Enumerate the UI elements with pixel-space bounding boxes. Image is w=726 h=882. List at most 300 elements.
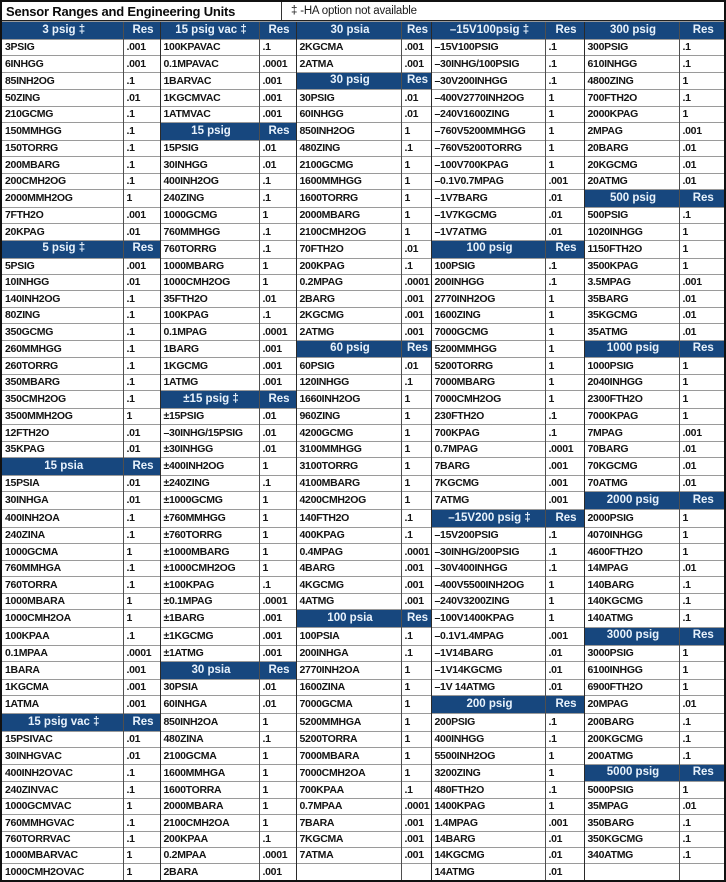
res-cell: .01 (123, 492, 160, 510)
res-cell: .1 (679, 713, 724, 731)
title-bar (2, 2, 724, 21)
res-cell: .0001 (259, 56, 296, 72)
range-cell: 6INHGG (2, 56, 123, 72)
res-cell: .001 (401, 847, 431, 863)
res-cell: .001 (123, 207, 160, 223)
res-cell: 1 (123, 408, 160, 424)
res-cell: .1 (123, 340, 160, 358)
range-cell: 0.2MPAA (160, 847, 259, 863)
res-cell: 1 (679, 661, 724, 679)
res-cell: .0001 (259, 593, 296, 609)
range-cell: 5500INH2OG (431, 748, 545, 764)
range-cell: 240ZINVAC (2, 782, 123, 798)
range-cell: 700FTH2O (584, 90, 679, 106)
range-cell: 2100GCMA (160, 748, 259, 764)
range-cell: 7000GCMA (296, 696, 401, 714)
res-cell: .0001 (259, 847, 296, 863)
res-cell: 1 (401, 123, 431, 141)
range-cell: 850INH2OA (160, 713, 259, 731)
res-cell: .01 (401, 358, 431, 374)
range-cell: 2ATMG (296, 324, 401, 340)
range-cell: 7KGCMA (296, 831, 401, 847)
range-cell: 3PSIG (2, 39, 123, 55)
res-cell: 1 (401, 408, 431, 424)
table-row (2, 782, 724, 798)
range-cell: 0.1MPAG (160, 324, 259, 340)
table-row (2, 475, 724, 491)
section-header: 1000 psig (584, 340, 679, 358)
res-header: Res (123, 713, 160, 731)
res-cell: .1 (123, 627, 160, 645)
res-cell: .01 (679, 475, 724, 491)
table-row (2, 22, 724, 40)
res-header: Res (401, 340, 431, 358)
range-cell: 2000PSIG (584, 510, 679, 528)
range-cell: –30INHG/200PSIG (431, 544, 545, 560)
table-row (2, 391, 724, 409)
range-cell: 150MMHGG (2, 123, 123, 141)
section-header: 30 psia (160, 661, 259, 679)
res-cell: .1 (259, 577, 296, 593)
res-cell: .01 (679, 458, 724, 476)
range-cell: 0.7MPAA (296, 798, 401, 814)
res-cell: 1 (401, 492, 431, 510)
table-row (2, 560, 724, 576)
section-header: 15 psig vac ‡ (2, 713, 123, 731)
range-cell: 260TORRG (2, 358, 123, 374)
res-cell: .0001 (259, 324, 296, 340)
range-cell: 15PSIA (2, 475, 123, 491)
range-cell: 2MPAG (584, 123, 679, 141)
res-cell: 1 (259, 544, 296, 560)
res-cell: .1 (259, 307, 296, 323)
res-cell: .01 (123, 441, 160, 457)
res-header: Res (123, 458, 160, 476)
res-cell: .1 (123, 782, 160, 798)
res-cell: .001 (259, 106, 296, 122)
res-cell: .1 (123, 577, 160, 593)
res-cell: .1 (679, 748, 724, 764)
range-cell: ±760TORRG (160, 527, 259, 543)
res-cell: .001 (545, 458, 584, 476)
range-cell: 6100INHGG (584, 661, 679, 679)
res-cell: .1 (123, 157, 160, 173)
range-cell: 4800ZING (584, 72, 679, 90)
table-row (2, 190, 724, 208)
res-cell: 1 (259, 258, 296, 274)
range-cell: ±1000MBARG (160, 544, 259, 560)
range-cell: 140FTH2O (296, 510, 401, 528)
range-cell: 2000KPAG (584, 106, 679, 122)
range-cell: 35FTH2O (160, 291, 259, 307)
range-cell: 85INH2OG (2, 72, 123, 90)
res-cell: .01 (545, 190, 584, 208)
range-cell: 20BARG (584, 141, 679, 157)
res-header: Res (259, 22, 296, 40)
range-cell: –1V7BARG (431, 190, 545, 208)
res-cell: .001 (545, 815, 584, 831)
res-cell: 1 (401, 475, 431, 491)
range-cell: 5PSIG (2, 258, 123, 274)
res-cell: .1 (123, 173, 160, 189)
range-cell: 20MPAG (584, 696, 679, 714)
section-header: 100 psia (296, 609, 401, 627)
range-cell: 700KPAG (431, 425, 545, 441)
res-cell: .01 (679, 173, 724, 189)
res-cell: .001 (259, 90, 296, 106)
res-cell: .001 (679, 123, 724, 141)
res-cell: .1 (401, 527, 431, 543)
range-cell: 1ATMVAC (160, 106, 259, 122)
res-cell: .001 (259, 358, 296, 374)
range-cell: 20KGCMG (584, 157, 679, 173)
res-cell: 1 (401, 157, 431, 173)
res-cell: 1 (123, 609, 160, 627)
section-header: 3000 psig (584, 627, 679, 645)
res-cell: .1 (259, 224, 296, 240)
res-cell: .1 (545, 408, 584, 424)
range-cell: 4200CMH2OG (296, 492, 401, 510)
range-cell: 4070INHGG (584, 527, 679, 543)
range-cell: 200KGCMG (584, 731, 679, 747)
res-cell: .001 (545, 173, 584, 189)
range-cell: 350KGCMG (584, 831, 679, 847)
res-cell: 1 (401, 679, 431, 695)
range-cell: 1000PSIG (584, 358, 679, 374)
range-cell: 80ZING (2, 307, 123, 323)
res-cell: .001 (401, 560, 431, 576)
range-cell: 35MPAG (584, 798, 679, 814)
range-cell: 2BARG (296, 291, 401, 307)
range-cell: 4BARG (296, 560, 401, 576)
res-cell: 1 (679, 527, 724, 543)
range-cell: 1000CMH2OVAC (2, 864, 123, 880)
range-cell: 200CMH2OG (2, 173, 123, 189)
table-row (2, 661, 724, 679)
res-cell: 1 (123, 864, 160, 880)
range-cell: –30INHG/15PSIG (160, 425, 259, 441)
res-cell: .001 (401, 831, 431, 847)
range-cell: 2KGCMA (296, 39, 401, 55)
res-cell: 1 (545, 123, 584, 141)
range-cell: 1000GCMVAC (2, 798, 123, 814)
range-cell: 1.4MPAG (431, 815, 545, 831)
res-cell: .1 (545, 560, 584, 576)
table-row (2, 798, 724, 814)
section-header: 30 psig (296, 72, 401, 90)
res-cell: .01 (545, 864, 584, 880)
table-row (2, 593, 724, 609)
range-cell: 760TORRVAC (2, 831, 123, 847)
range-cell: 400KPAG (296, 527, 401, 543)
section-header: 100 psig (431, 240, 545, 258)
res-header: Res (401, 609, 431, 627)
res-cell: .1 (679, 609, 724, 627)
range-cell: 60INHGA (160, 696, 259, 714)
res-cell: .001 (123, 679, 160, 695)
res-header: Res (679, 190, 724, 208)
res-cell: .1 (259, 173, 296, 189)
res-cell: .1 (123, 141, 160, 157)
range-cell: –30V200INHGG (431, 72, 545, 90)
range-cell: ±1ATMG (160, 645, 259, 661)
res-cell: .1 (545, 527, 584, 543)
range-cell: 14BARG (431, 831, 545, 847)
range-cell: 1KGCMVAC (160, 90, 259, 106)
table-row (2, 764, 724, 782)
range-cell: 2300FTH2O (584, 391, 679, 409)
dagger-footnote: ‡ -HA option not available (281, 2, 724, 20)
res-cell: .001 (401, 307, 431, 323)
res-cell: .1 (545, 782, 584, 798)
table-row (2, 39, 724, 55)
res-header: Res (679, 764, 724, 782)
res-header: Res (679, 340, 724, 358)
range-cell: 200BARG (584, 713, 679, 731)
res-cell: .01 (545, 831, 584, 847)
range-cell: 4200GCMG (296, 425, 401, 441)
range-cell: ±1000CMH2OG (160, 560, 259, 576)
res-cell: .01 (259, 425, 296, 441)
res-cell: .1 (545, 258, 584, 274)
range-cell: 70ATMG (584, 475, 679, 491)
table-row (2, 72, 724, 90)
range-cell: 1000MBARVAC (2, 847, 123, 863)
res-cell: 1 (545, 157, 584, 173)
range-cell: 480ZINA (160, 731, 259, 747)
range-cell: 100KPAA (2, 627, 123, 645)
res-cell: .01 (545, 224, 584, 240)
section-header: 3 psig ‡ (2, 22, 123, 40)
res-header: Res (123, 22, 160, 40)
range-cell: 480FTH2O (431, 782, 545, 798)
range-cell: 30PSIA (160, 679, 259, 695)
section-header: 300 psig (584, 22, 679, 40)
range-cell: 7000CMH2OA (296, 764, 401, 782)
res-cell: .1 (401, 645, 431, 661)
res-cell: .01 (401, 106, 431, 122)
range-cell: ±1KGCMG (160, 627, 259, 645)
range-cell: 350GCMG (2, 324, 123, 340)
page-title: Sensor Ranges and Engineering Units (6, 3, 236, 19)
res-cell: 1 (401, 224, 431, 240)
res-cell: .0001 (401, 544, 431, 560)
res-cell: 1 (401, 731, 431, 747)
res-cell: .01 (259, 441, 296, 457)
table-row (2, 731, 724, 747)
res-cell: 1 (259, 798, 296, 814)
range-cell: 200KPAA (160, 831, 259, 847)
range-cell: –0.1V0.7MPAG (431, 173, 545, 189)
range-cell: 14KGCMG (431, 847, 545, 863)
section-header: –15V200 psig ‡ (431, 510, 545, 528)
range-cell: 14MPAG (584, 560, 679, 576)
table-row (2, 577, 724, 593)
res-cell: 1 (401, 190, 431, 208)
range-cell: –1V7KGCMG (431, 207, 545, 223)
range-cell: 120INHGG (296, 374, 401, 390)
res-cell: 1 (679, 782, 724, 798)
res-cell: .01 (679, 560, 724, 576)
range-cell: 3100TORRG (296, 458, 401, 476)
table-row (2, 56, 724, 72)
res-cell: .1 (545, 56, 584, 72)
range-cell: 340ATMG (584, 847, 679, 863)
res-cell: .1 (123, 815, 160, 831)
res-header: Res (123, 240, 160, 258)
res-cell: .001 (679, 425, 724, 441)
res-cell: .01 (545, 645, 584, 661)
res-cell: .01 (679, 324, 724, 340)
res-cell: .01 (401, 240, 431, 258)
range-cell: –30INHG/100PSIG (431, 56, 545, 72)
range-cell: 6900FTH2O (584, 679, 679, 695)
range-cell: 1150FTH2O (584, 240, 679, 258)
table-row (2, 627, 724, 645)
res-cell: .01 (679, 441, 724, 457)
table-row (2, 207, 724, 223)
range-cell: –30V400INHGG (431, 560, 545, 576)
res-cell: 1 (259, 782, 296, 798)
range-cell: 760TORRA (2, 577, 123, 593)
res-cell: .1 (123, 106, 160, 122)
res-cell: .1 (123, 831, 160, 847)
res-cell: .1 (123, 307, 160, 323)
res-cell: .01 (123, 731, 160, 747)
res-cell: .1 (679, 207, 724, 223)
res-cell: .001 (123, 258, 160, 274)
empty-cell (296, 864, 401, 880)
res-cell: .001 (259, 645, 296, 661)
res-cell: .001 (401, 39, 431, 55)
res-cell: 1 (259, 492, 296, 510)
res-cell: 1 (401, 207, 431, 223)
res-cell: 1 (545, 324, 584, 340)
res-header: Res (679, 22, 724, 40)
res-cell: .1 (679, 815, 724, 831)
range-cell: 60INHGG (296, 106, 401, 122)
range-cell: 70FTH2O (296, 240, 401, 258)
res-header: Res (545, 240, 584, 258)
res-cell: 1 (401, 441, 431, 457)
res-cell: .01 (123, 224, 160, 240)
res-cell: .01 (545, 207, 584, 223)
res-header: Res (259, 661, 296, 679)
res-cell: 1 (259, 274, 296, 290)
res-cell: .001 (401, 593, 431, 609)
res-cell: .1 (401, 374, 431, 390)
range-cell: 5200TORRG (431, 358, 545, 374)
res-cell: 1 (679, 391, 724, 409)
res-cell: .01 (545, 661, 584, 679)
range-cell: 1KGCMA (2, 679, 123, 695)
res-cell: .1 (545, 425, 584, 441)
res-cell: .001 (401, 324, 431, 340)
res-cell: 1 (545, 307, 584, 323)
range-cell: 760MMHGA (2, 560, 123, 576)
range-cell: 140INH2OG (2, 291, 123, 307)
range-cell: 20ATMG (584, 173, 679, 189)
res-cell: .001 (401, 291, 431, 307)
res-cell: .0001 (401, 274, 431, 290)
range-cell: 70BARG (584, 441, 679, 457)
table-row (2, 425, 724, 441)
res-cell: .001 (401, 56, 431, 72)
res-cell: 1 (545, 609, 584, 627)
range-cell: 35KPAG (2, 441, 123, 457)
range-cell: ±400INH2OG (160, 458, 259, 476)
range-cell: 3500KPAG (584, 258, 679, 274)
range-cell: 960ZING (296, 408, 401, 424)
range-cell: –1V14BARG (431, 645, 545, 661)
res-cell: 1 (545, 106, 584, 122)
res-cell: 1 (401, 696, 431, 714)
res-cell: 1 (545, 798, 584, 814)
table-row (2, 90, 724, 106)
res-cell: .1 (401, 258, 431, 274)
range-cell: 7BARA (296, 815, 401, 831)
sensor-table-body (2, 22, 724, 881)
range-cell: 2ATMA (296, 56, 401, 72)
table-row (2, 123, 724, 141)
section-header: 15 psia (2, 458, 123, 476)
res-cell: 1 (123, 544, 160, 560)
table-row (2, 408, 724, 424)
res-cell: 1 (679, 374, 724, 390)
range-cell: 150TORRG (2, 141, 123, 157)
range-cell: 4100MBARG (296, 475, 401, 491)
range-cell: 2000MBARA (160, 798, 259, 814)
res-cell: 1 (545, 358, 584, 374)
range-cell: –0.1V1.4MPAG (431, 627, 545, 645)
res-cell: 1 (259, 713, 296, 731)
res-cell: 1 (123, 847, 160, 863)
range-cell: 50ZING (2, 90, 123, 106)
res-cell: 1 (259, 560, 296, 576)
range-cell: 1400KPAG (431, 798, 545, 814)
range-cell: 2100CMH2OA (160, 815, 259, 831)
section-header: 30 psia (296, 22, 401, 40)
range-cell: 7BARG (431, 458, 545, 476)
range-cell: –1V 14ATMG (431, 679, 545, 695)
res-cell: .1 (259, 475, 296, 491)
range-cell: 0.1MPAA (2, 645, 123, 661)
range-cell: 1660INH2OG (296, 391, 401, 409)
range-cell: 350CMH2OG (2, 391, 123, 409)
range-cell: 5200TORRA (296, 731, 401, 747)
range-cell: 1ATMA (2, 696, 123, 714)
res-cell: .01 (679, 157, 724, 173)
range-cell: 2770INH2OA (296, 661, 401, 679)
res-cell: 1 (259, 815, 296, 831)
res-cell: 1 (259, 764, 296, 782)
range-cell: 140ATMG (584, 609, 679, 627)
res-cell: .01 (123, 90, 160, 106)
range-cell: 760MMHGVAC (2, 815, 123, 831)
table-row (2, 847, 724, 863)
range-cell: 7ATMG (431, 492, 545, 510)
section-header: 15 psig (160, 123, 259, 141)
res-cell: 1 (679, 510, 724, 528)
res-cell: 1 (123, 798, 160, 814)
range-cell: 140BARG (584, 577, 679, 593)
range-cell: –15V200PSIG (431, 527, 545, 543)
range-cell: 35KGCMG (584, 307, 679, 323)
res-cell: .1 (545, 39, 584, 55)
table-row (2, 307, 724, 323)
res-cell: .01 (679, 798, 724, 814)
table-row (2, 141, 724, 157)
